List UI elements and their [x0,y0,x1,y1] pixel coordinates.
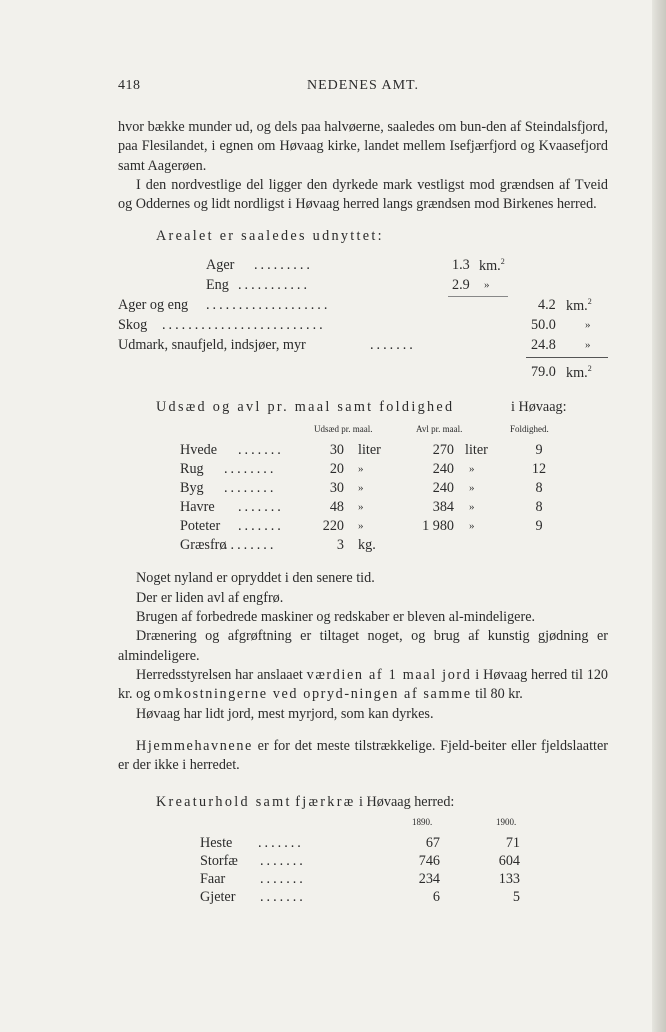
area-row-unit: km.$^2$ [566,297,592,315]
fold-value: 8 [535,499,543,516]
value-1900: 71 [505,835,520,852]
leader-dots: ....... [260,871,306,888]
page-number: 418 [118,78,141,93]
col-header-yield: Avl pr. maal. [416,424,463,435]
leader-dots: ....... [238,499,284,516]
crop-heading-location: i Høvaag: [511,399,567,416]
notes-section [118,569,608,723]
yield-unit: » [469,482,475,495]
leader-dots: ................... [206,297,331,314]
seed-unit: » [358,520,364,533]
leader-dots: ....... [238,442,284,459]
leader-dots: ........ [224,537,277,554]
harbor-section [118,737,608,776]
yield-unit: » [469,463,475,476]
book-page [118,78,608,904]
value-1890: 746 [418,853,440,870]
fold-value: 8 [535,480,543,497]
yield-value: 240 [432,461,454,478]
running-header [118,78,608,98]
seed-value: 48 [329,499,344,516]
note-line: Herredsstyrelsen har anslaaet værdien af 1 maal jord i Høvaag herred til 120 kr. og omkostningerne ved opryd-ningen af samme til 80 kr. [118,666,609,703]
area-row-value: 50.0 [531,317,556,334]
area-subrow-unit: km.$^2$ [479,257,505,275]
yield-value: 384 [432,499,454,516]
area-row-value: 4.2 [538,297,556,314]
crop-table [118,399,608,555]
crop-name: Poteter [180,518,221,535]
running-title: NEDENES AMT. [306,78,420,93]
col-header-1900: 1900. [496,817,517,828]
livestock-name: Gjeter [200,889,236,906]
seed-unit: » [358,501,364,514]
value-1900: 604 [498,853,520,870]
leader-dots: ....... [260,853,306,870]
seed-value: 20 [329,461,344,478]
yield-unit: » [469,501,475,514]
livestock-table [118,794,608,904]
seed-unit: » [358,463,364,476]
area-table [118,228,608,386]
area-heading: Arealet er saaledes udnyttet: [156,228,384,245]
fold-value: 9 [535,518,543,535]
area-row-unit: » [585,319,591,332]
area-row-label: Ager og eng [118,297,189,314]
value-1900: 133 [498,871,520,888]
area-subrow-unit: » [484,279,490,292]
seed-value: 30 [329,480,344,497]
leader-dots: ........... [238,277,311,294]
seed-unit: kg. [358,537,376,554]
value-1890: 67 [425,835,440,852]
total-rule [526,357,608,358]
livestock-name: Storfæ [200,853,238,870]
crop-name: Rug [180,461,204,478]
note-line: Noget nyland er opryddet i den senere tid. [136,570,375,587]
leader-dots: ....... [238,518,284,535]
livestock-name: Faar [200,871,226,888]
col-header-fold: Foldighed. [510,424,549,435]
yield-value: 240 [432,480,454,497]
paragraph-2: I den nordvestlige del ligger den dyrkede mark vestligst mod grændsen af Tveid og Oddernes og lidt nordligst i Høvaag herred langs grændsen mod Birkenes herred. [118,176,608,213]
area-row-label: Udmark, snaufjeld, indsjøer, myr [118,337,306,354]
area-subrow-value: 1.3 [452,257,470,274]
yield-unit: » [469,520,475,533]
seed-unit: liter [358,442,381,459]
crop-name: Byg [180,480,204,497]
leader-dots: ......................... [162,317,326,334]
livestock-name: Heste [200,835,233,852]
note-line: Høvaag har lidt jord, mest myrjord, som kan dyrkes. [136,705,434,722]
paragraph-1: hvor bække munder ud, og dels paa halvøerne, saaledes om bun-den af Steindalsfjord, paa Flesilandet, i egnen om Høvaag kirke, landet mellem Isefjærfjord og Kvaasefjord samt Aagerøen. [118,119,608,174]
crop-name: Græsfrø [180,537,227,554]
area-total-value: 79.0 [531,364,556,381]
col-header-1890: 1890. [412,817,433,828]
area-total-unit: km.$^2$ [566,364,592,382]
area-row-unit: » [585,339,591,352]
crop-name: Hvede [180,442,218,459]
value-1900: 5 [512,889,520,906]
yield-unit: liter [465,442,488,459]
leader-dots: ......... [254,257,313,274]
seed-unit: » [358,482,364,495]
area-subrow-label: Ager [206,257,235,274]
area-subrow-value: 2.9 [452,277,470,294]
seed-value: 30 [329,442,344,459]
value-1890: 6 [432,889,440,906]
page-edge-shadow [652,0,666,1032]
col-header-seed: Udsæd pr. maal. [314,424,373,435]
fold-value: 12 [531,461,547,478]
note-line: Drænering og afgrøftning er tiltaget noget, og brug af kunstig gjødning er almindeligere. [118,628,608,664]
leader-dots: ....... [260,889,306,906]
note-line: Der er liden avl af engfrø. [136,589,284,606]
crop-name: Havre [180,499,215,516]
yield-value: 270 [432,442,454,459]
crop-heading: Udsæd og avl pr. maal samt foldighed [156,399,455,416]
area-subrow-label: Eng [206,277,229,294]
area-row-value: 24.8 [531,337,556,354]
subtotal-rule [448,296,508,297]
fold-value: 9 [535,442,543,459]
leader-dots: ........ [224,461,277,478]
seed-value: 3 [336,537,344,554]
note-line: Brugen af forbedrede maskiner og redskaber er bleven al-mindeligere. [136,609,536,626]
leader-dots: ....... [370,337,416,354]
leader-dots: ........ [224,480,277,497]
area-row-label: Skog [118,317,148,334]
yield-value: 1 980 [422,518,454,535]
value-1890: 234 [418,871,440,888]
livestock-heading: Kreaturhold samt fjærkræ i Høvaag herred: [156,794,455,811]
seed-value: 220 [322,518,344,535]
harbor-paragraph: Hjemmehavnene er for det meste tilstrækkelige. Fjeld-beiter eller fjeldslaatter er der ikke i herredet. [118,737,609,774]
leader-dots: ....... [258,835,304,852]
